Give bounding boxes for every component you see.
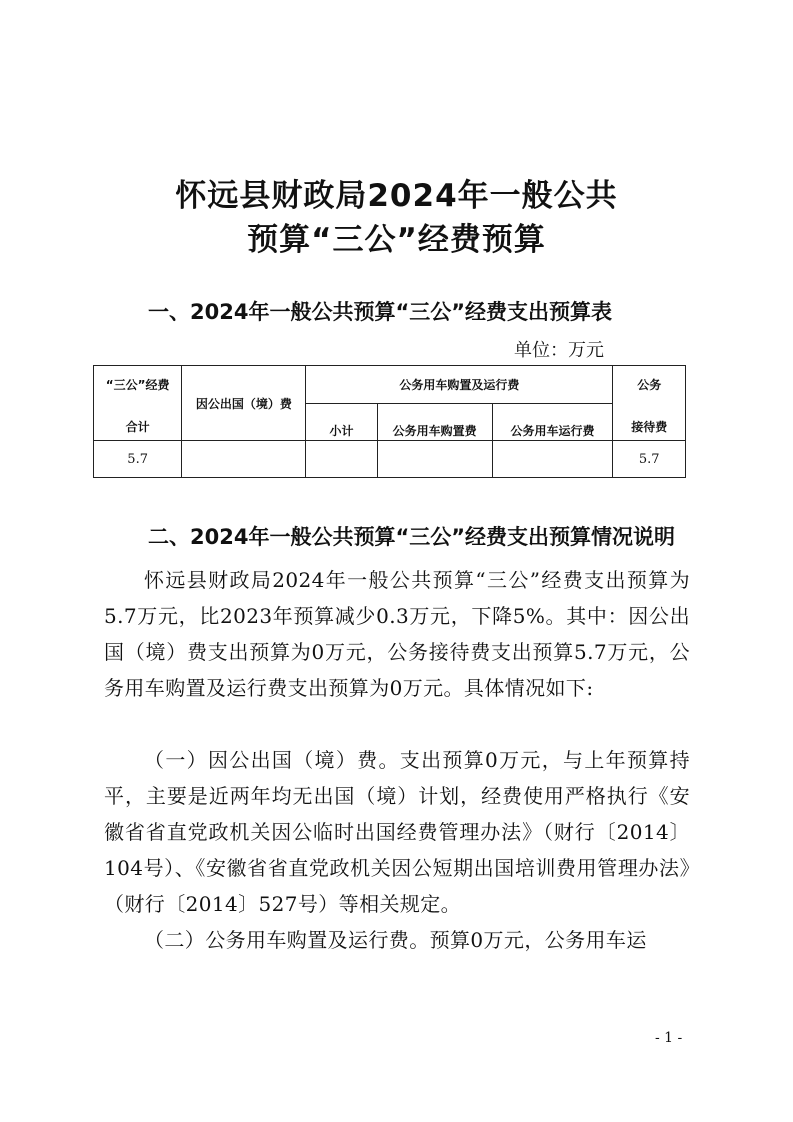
header-abroad: 因公出国（境）费 (182, 366, 306, 441)
section2-heading: 二、2024年一般公共预算“三公”经费支出预算情况说明 (148, 525, 676, 549)
document-title-line1: 怀远县财政局2024年一般公共 (175, 178, 618, 214)
table-row (94, 441, 686, 478)
header-reception (613, 366, 686, 441)
header-reception-line1: 公务 (637, 378, 662, 392)
paragraph-2: （一）因公出国（境）费。支出预算0万元，与上年预算持平，主要是近两年均无出国（境）计划，经费使用严格执行《安徽省省直党政机关因公临时出国经费管理办法》（财行〔2014〕104号）、《安徽省省直党政机关因公短期出国培训费用管理办法》（财行〔2014〕527号）等相关规定。 (104, 748, 690, 916)
header-total (94, 366, 182, 441)
cell-total: 5.7 (94, 441, 182, 478)
unit-label: 单位：万元 (514, 340, 604, 361)
header-vehicle-operation: 公务用车运行费 (492, 403, 613, 441)
paragraph-3: （二）公务用车购置及运行费。预算0万元，公务用车运 (144, 928, 647, 952)
document-title-line2: 预算“三公”经费预算 (247, 222, 546, 258)
header-reception-line2: 接待费 (631, 420, 668, 434)
cell-reception: 5.7 (613, 441, 686, 478)
cell-vehicle-operation (492, 441, 613, 478)
budget-table (93, 365, 686, 478)
cell-vehicle-subtotal (306, 441, 377, 478)
header-vehicle-subtotal: 小计 (306, 403, 377, 441)
section1-heading: 一、2024年一般公共预算“三公”经费支出预算表 (148, 300, 613, 324)
header-total-line2: 合计 (125, 420, 150, 434)
cell-abroad (182, 441, 306, 478)
paragraph-1: 怀远县财政局2024年一般公共预算“三公”经费支出预算为5.7万元，比2023年预算减少0.3万元，下降5%。其中：因公出国（境）费支出预算为0万元，公务接待费支出预算5.7万元，公务用车购置及运行费支出预算为0万元。具体情况如下: (104, 568, 690, 700)
cell-vehicle-purchase (377, 441, 492, 478)
page-number: - 1 - (655, 1030, 683, 1046)
header-vehicle: 公务用车购置及运行费 (306, 366, 613, 404)
header-vehicle-purchase: 公务用车购置费 (377, 403, 492, 441)
header-total-line1: “三公”经费 (105, 378, 170, 392)
